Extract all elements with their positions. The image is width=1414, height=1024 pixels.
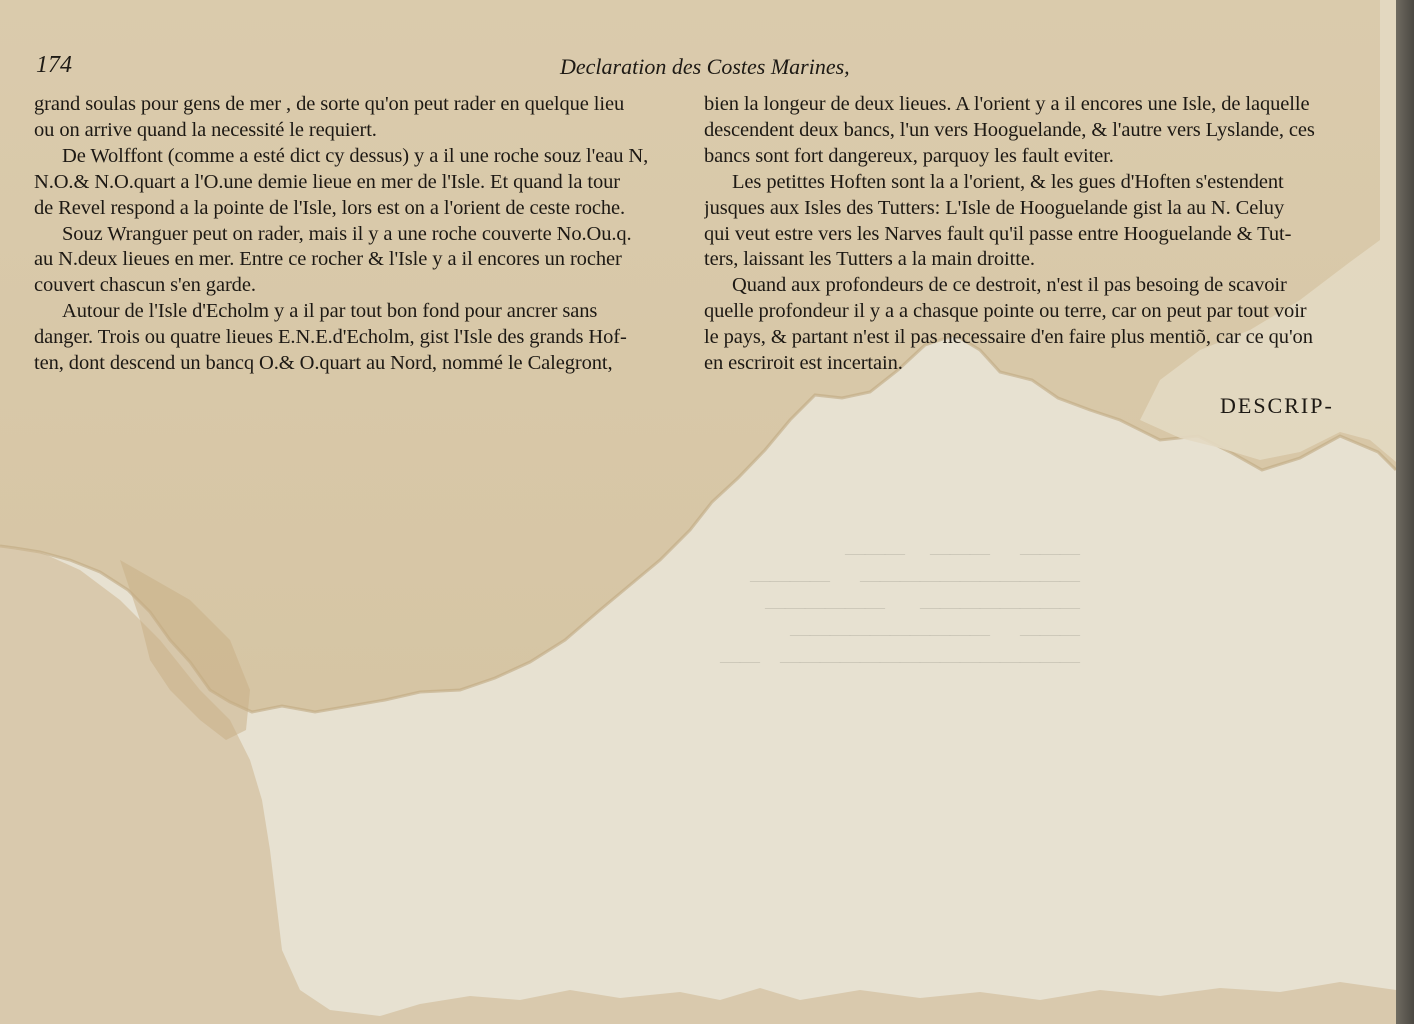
text-line: jusques aux Isles des Tutters: L'Isle de Hooguelande gist la au N. Celuy — [704, 196, 1285, 219]
text-line: qui veut estre vers les Narves fault qu'il passe entre Hooguelande & Tut- — [704, 222, 1292, 245]
paragraph — [704, 170, 1354, 274]
text-line: de Revel respond a la pointe de l'Isle, lors est on a l'orient de ceste roche. — [34, 196, 626, 219]
text-line: De Wolffont (comme a esté dict cy dessus) y a il une roche souz l'eau N, — [62, 144, 649, 167]
text-line: ou on arrive quand la necessité le requiert. — [34, 118, 377, 141]
paragraph — [34, 144, 688, 222]
catchword: DESCRIP- — [1220, 393, 1334, 418]
text-line: descendent deux bancs, l'un vers Hooguelande, & l'autre vers Lyslande, ces — [704, 118, 1315, 141]
right-column — [704, 92, 1354, 377]
paragraph — [704, 273, 1354, 377]
left-column — [34, 92, 688, 377]
paragraph — [34, 92, 688, 144]
paragraph — [34, 299, 688, 377]
text-line: le pays, & partant n'est il pas necessaire d'en faire plus mentiõ, car ce qu'on — [704, 326, 1313, 349]
text-line: en escriroit est incertain. — [704, 352, 903, 375]
text-line: au N.deux lieues en mer. Entre ce rocher & l'Isle y a il encores un rocher — [34, 248, 622, 271]
page-edge-shadow — [1396, 0, 1414, 1024]
paragraph — [34, 222, 688, 300]
text-line: Les petittes Hoften sont la a l'orient, & les gues d'Hoften s'estendent — [732, 170, 1284, 193]
running-head: Declaration des Costes Marines, — [560, 54, 850, 79]
text-line: ters, laissant les Tutters a la main droitte. — [704, 248, 1035, 271]
text-line: bien la longeur de deux lieues. A l'orient y a il encores une Isle, de laquelle — [704, 93, 1310, 115]
text-line: quelle profondeur il y a a chasque pointe ou terre, car on peut par tout voir — [704, 300, 1307, 323]
page-number: 174 — [36, 52, 72, 78]
text-line: couvert chascun s'en garde. — [34, 274, 256, 297]
text-line: Quand aux profondeurs de ce destroit, n'est il pas besoing de scavoir — [732, 274, 1287, 297]
text-line: danger. Trois ou quatre lieues E.N.E.d'Echolm, gist l'Isle des grands Hof- — [34, 326, 627, 349]
text-line: N.O.& N.O.quart a l'O.une demie lieue en mer de l'Isle. Et quand la tour — [34, 170, 620, 193]
text-line: grand soulas pour gens de mer , de sorte qu'on peut rader en quelque lieu — [34, 93, 625, 115]
text-line: ten, dont descend un bancq O.& O.quart au Nord, nommé le Calegront, — [34, 352, 613, 375]
text-line: bancs sont fort dangereux, parquoy les fault eviter. — [704, 144, 1114, 167]
text-line: Autour de l'Isle d'Echolm y a il par tout bon fond pour ancrer sans — [62, 300, 598, 323]
bleed-through: ——— ——— ——— ——————————— ———— ———————— —————— ——— —————————— ——————————————— —— — [720, 542, 1080, 672]
text-line: Souz Wranguer peut on rader, mais il y a une roche couverte No.Ou.q. — [62, 222, 632, 245]
page-header — [36, 52, 850, 88]
paragraph — [704, 92, 1354, 170]
